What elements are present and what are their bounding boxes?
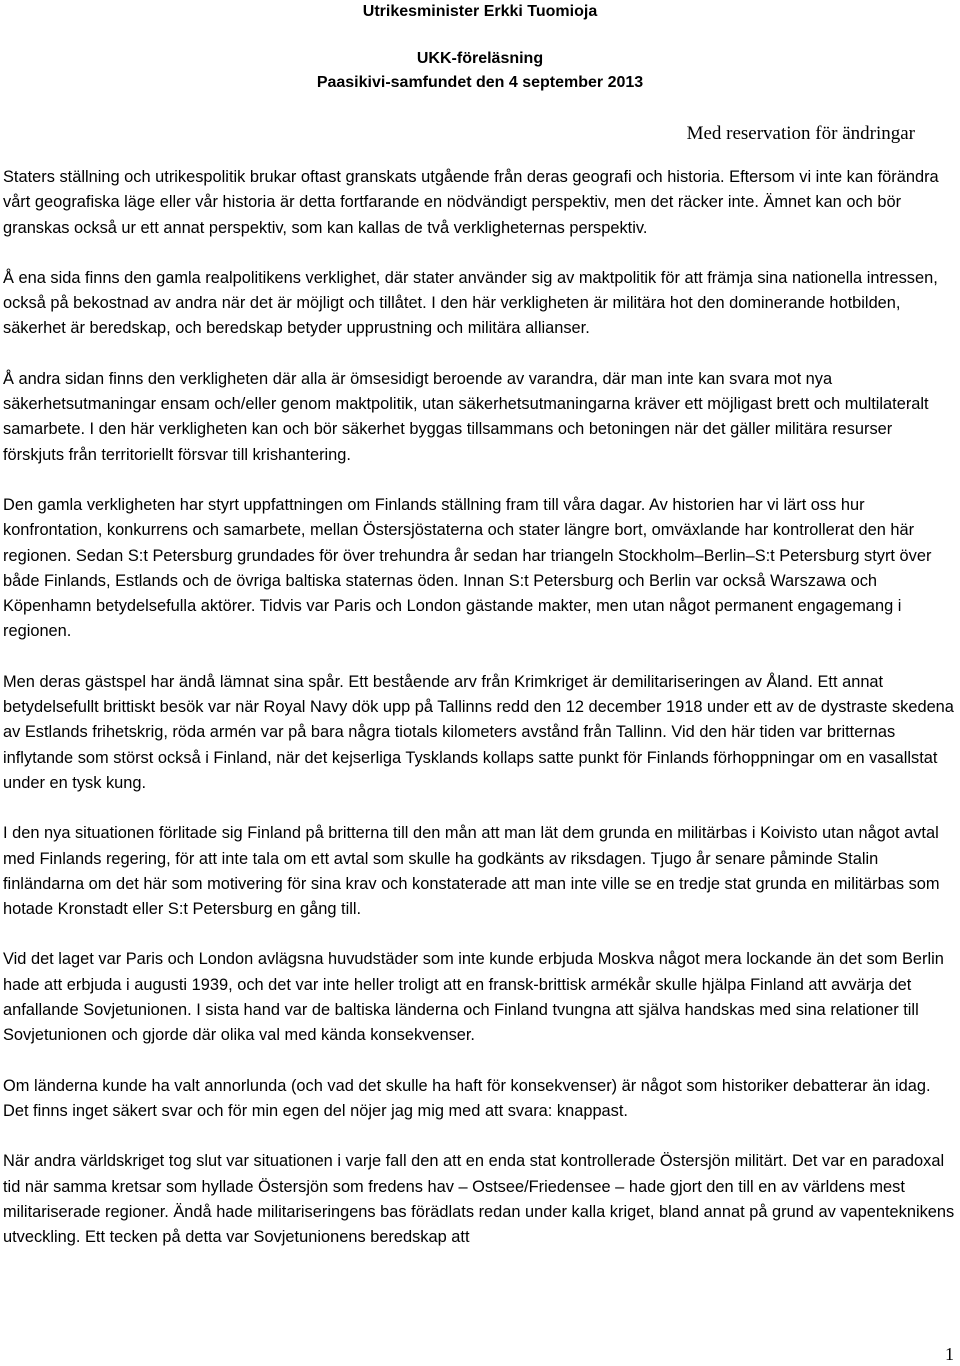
lecture-title: UKK-föreläsning <box>416 50 544 67</box>
paragraph-4: Den gamla verkligheten har styrt uppfattningen om Finlands ställning fram till våra dagar. Av historien har vi lärt oss hur konfrontation, konkurrens och samarbete, mellan Östersjöstaterna och stater längre bort, omväxlande har kontrollerat den här regionen. Sedan S:t Petersburg grundades för över trehundra år sedan har triangeln Stockholm–Berlin–S:t Petersburg styrt över både Finlands, Estlands och de övriga baltiska staternas öden. Innan S:t Petersburg och Berlin var också Warszawa och Köpenhamn betydelsefulla aktörer. Tidvis var Paris och London gästande makter, men utan något permanent engagemang i regionen. <box>3 495 932 641</box>
paragraph-2: Å ena sida finns den gamla realpolitikens verklighet, där stater använder sig av maktpolitik för att främja sina nationella intressen, också på bekostnad av andra när det är möjligt och tillåtet. I den här verkligheten är militära hot den dominerande hotbilden, säkerhet är beredskap, och beredskap betyder upprustning och militära allianser. <box>3 268 938 338</box>
venue-line: Paasikivi-samfundet den 4 september 2013 <box>316 74 644 91</box>
page-number: 1 <box>945 1344 954 1364</box>
paragraph-6: I den nya situationen förlitade sig Finland på britterna till den mån att man lät dem grunda en militärbas i Koivisto utan något avtal med Finlands regering, för att inte tala om ett avtal som skulle ha godkänts av riksdagen. Tjugo år senare påminde Stalin finländarna om det här som motivering för sina krav och konstaterade att man inte ville se en tredje stat grunda en militärbas som hotade Kronstadt eller S:t Petersburg en gång till. <box>3 824 940 919</box>
document-page <box>3 0 957 1275</box>
paragraph-1: Staters ställning och utrikespolitik brukar oftast granskats utgående från deras geografi och historia. Eftersom vi inte kan förändra vårt geografiska läge eller vår historia är detta fortfarande en nödvändigt perspektiv, men det räcker inte. Ämnet kan och bör granskas också ur ett annat perspektiv, som kan kallas de två verkligheternas perspektiv. <box>3 168 939 237</box>
paragraph-9: När andra världskriget tog slut var situationen i varje fall den att en enda stat kontrollerade Östersjön militärt. Det var en paradoxal tid när samma kretsar som hyllade Östersjön som fredens hav – Ostsee/Friedensee – hade gjort den till en av världens mest militariserade regioner. Ändå hade militariseringens bas förädlats redan under kalla kriget, bland annat på grund av vapenteknikens utveckling. Ett tecken på detta var Sovjetunionens beredskap att <box>3 1152 955 1247</box>
author-title: Utrikesminister Erkki Tuomioja <box>362 3 598 20</box>
paragraph-3: Å andra sidan finns den verkligheten där alla är ömsesidigt beroende av varandra, där man inte kan svara mot nya säkerhetsutmaningar ensam och/eller genom maktpolitik, utan säkerhetsutmaningarna kräver ett möjligast brett och multilateralt samarbete. I den här verkligheten kan och bör säkerhet byggas tillsammans och betoningen när det gäller militära resurser förskjuts från territoriellt försvar till krishantering. <box>3 369 929 464</box>
paragraph-5: Men deras gästspel har ändå lämnat sina spår. Ett bestående arv från Krimkriget är demilitariseringen av Åland. Ett annat betydelsefullt brittiskt besök var när Royal Navy dök upp på Tallinns redd den 12 december 1918 under ett av de dystraste skedena av Estlands frihetskrig, röda armén var på bara några tiotals kilometers avstånd från Tallinn. Vid den här tiden var britternas inflytande som störst också i Finland, när det kejserliga Tysklands kollaps satte punkt för Finlands förhoppningar om en vasallstat under en tysk kung. <box>3 672 954 792</box>
paragraph-8: Om länderna kunde ha valt annorlunda (och vad det skulle ha haft för konsekvenser) är något som historiker debatterar än idag. Det finns inget säkert svar och för min egen del nöjer jag mig med att svara: knappast. <box>3 1076 931 1120</box>
paragraph-7: Vid det laget var Paris och London avlägsna huvudstäder som inte kunde erbjuda Moskva något mera lockande än det som Berlin hade att erbjuda i augusti 1939, och det var inte heller troligt att en fransk-brittisk armékår skulle hjälpa Finland att avvärja det anfallande Sovjetunionen. I sista hand var de baltiska länderna och Finland tvungna att själva handskas med sina relationer till Sovjetunionen och gjorde där olika val med kända konsekvenser. <box>3 950 944 1045</box>
reservation-note: Med reservation för ändringar <box>686 123 915 144</box>
